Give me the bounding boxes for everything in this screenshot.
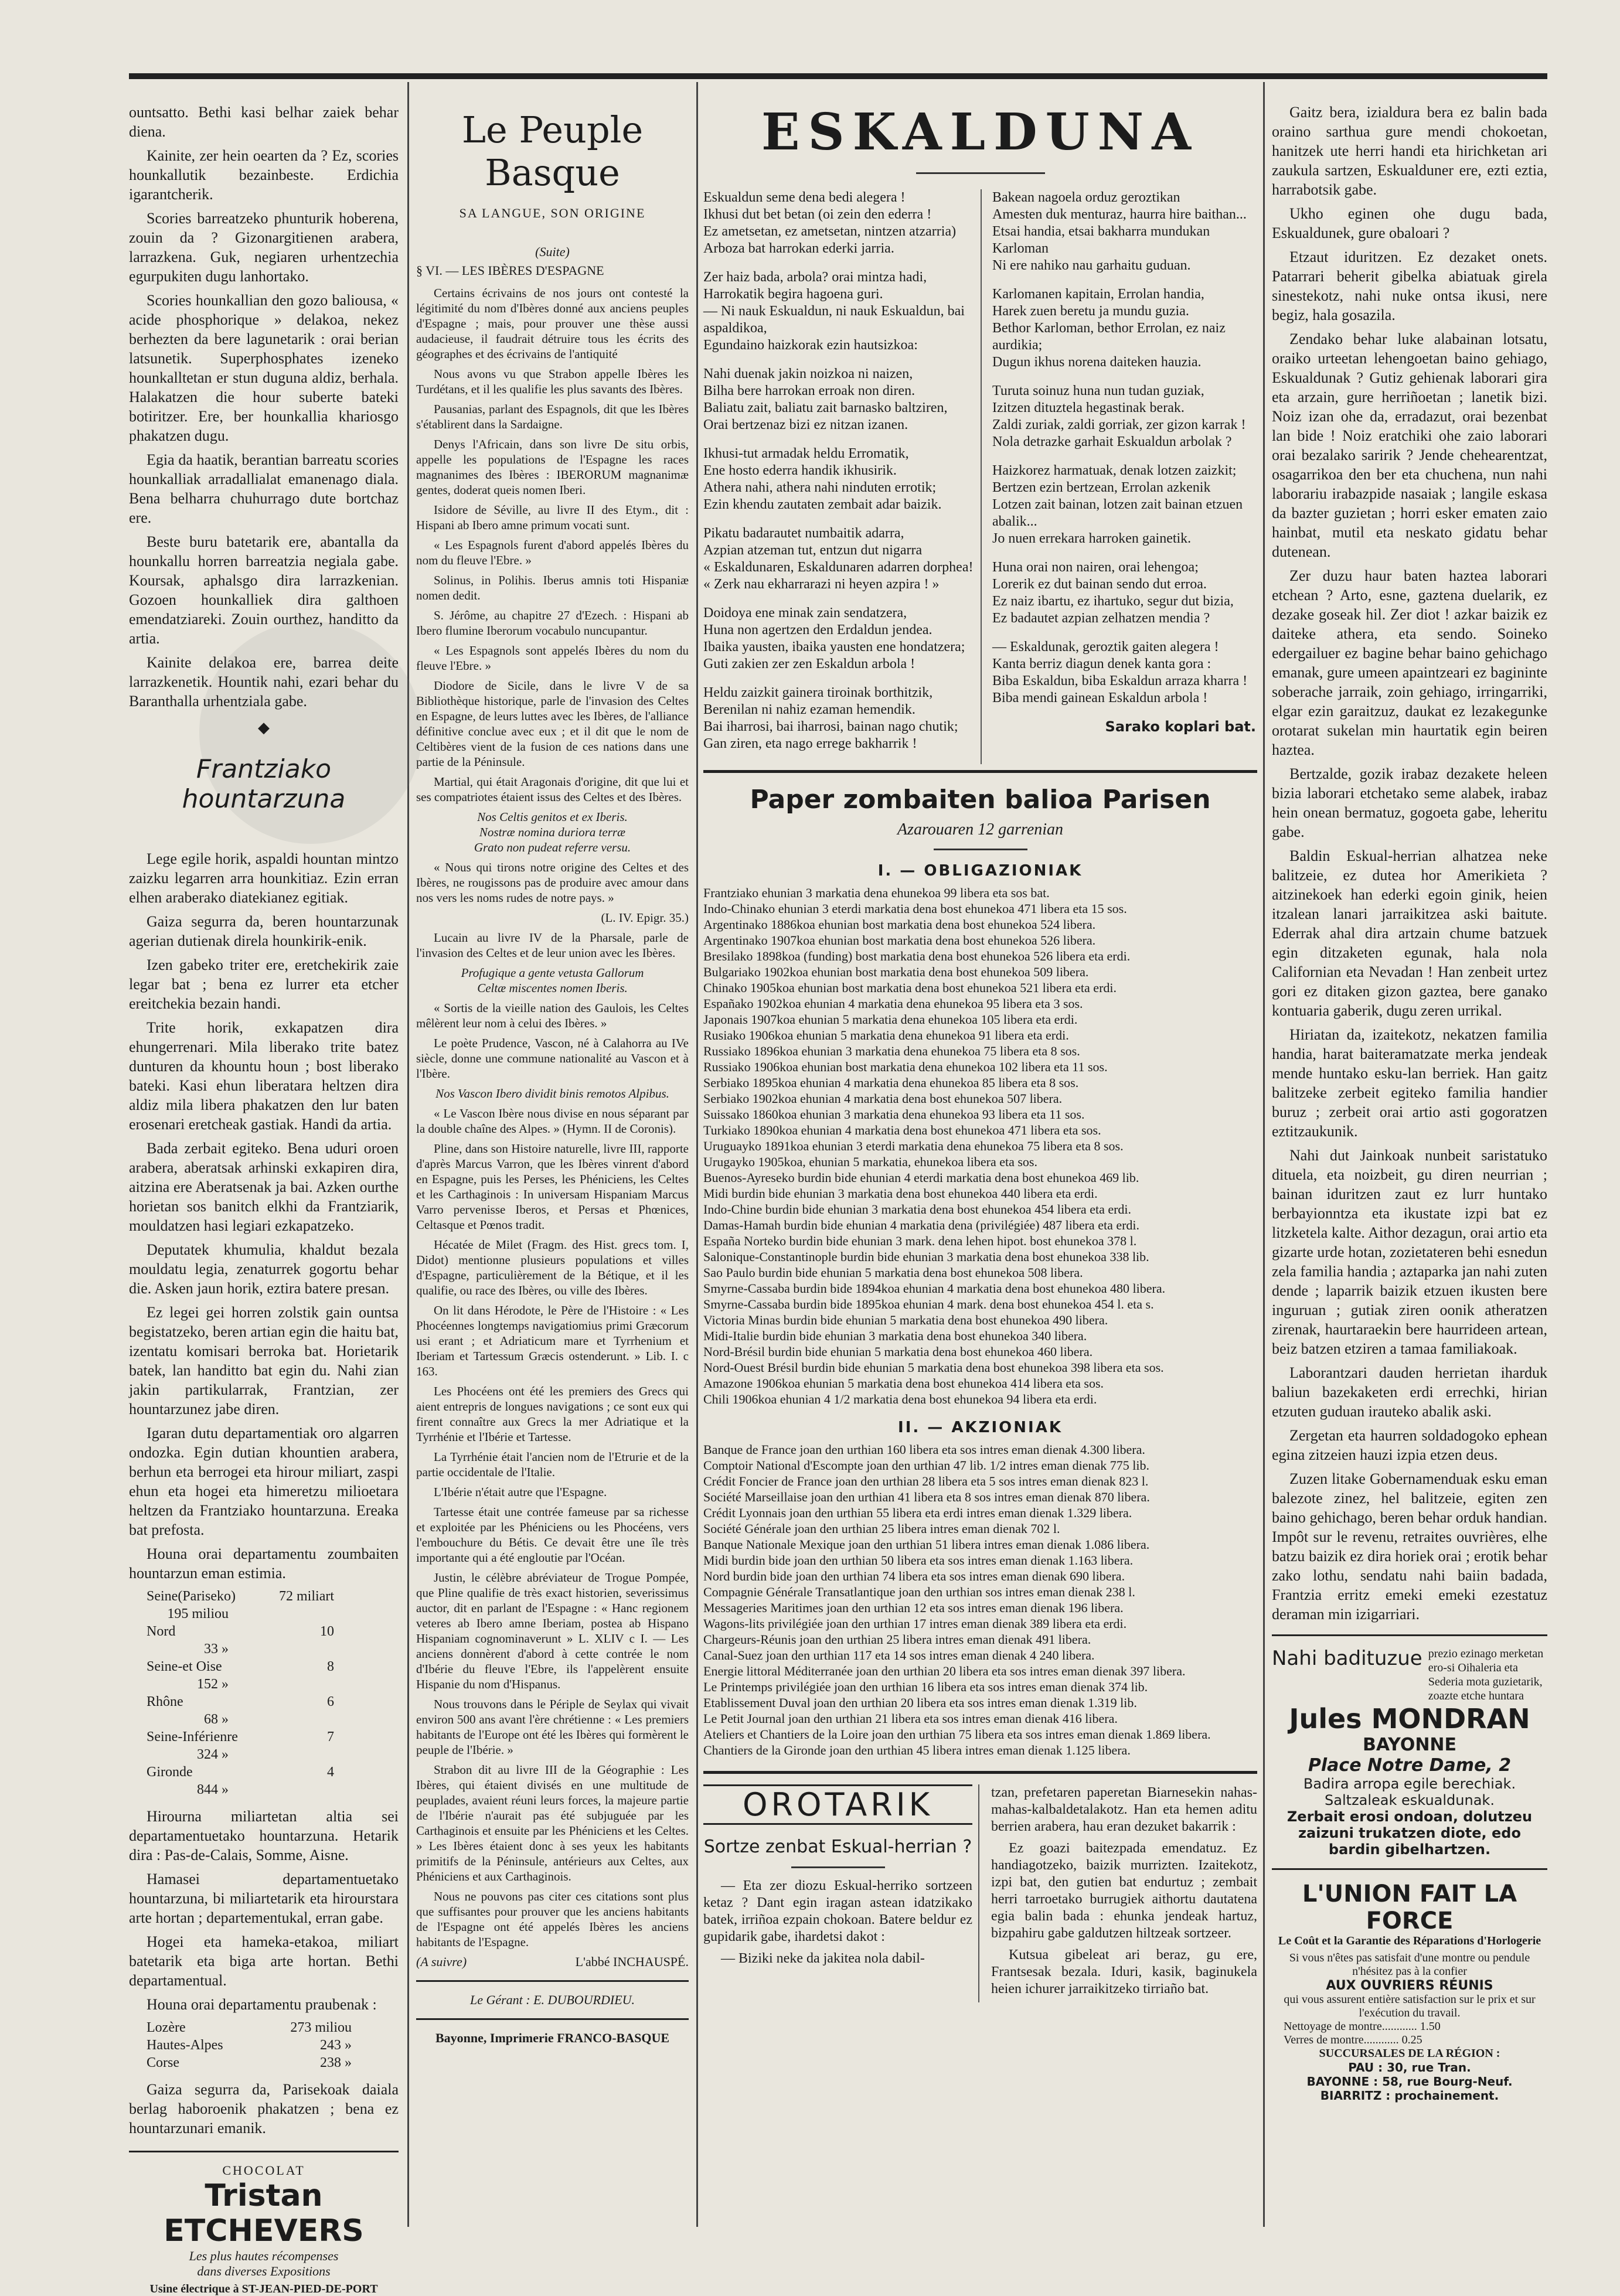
list-item: Société Marseillaise joan den urthian 41 libera eta 8 sos intres eman dienak 870 libera. (703, 1490, 1150, 1504)
col2-paragraph: Justin, le célèbre abréviateur de Trogue Pompée, que Pline qualifie de très exact historien, severissimus auctor, dit en parlant de l'Espagne : « Hanc regionem veteres ab Ibero amne Iberiam, postea ab Hispano Hispaniam cognominaverunt » L. XLIV c I. — Les anciens donnèrent d'abord à cette contrée le nom d'Ibérie du fleuve l'Ebre, ils l'appelèrent ensuite Hispanie du nom d'Hispanus. (416, 1571, 689, 1691)
ad-brand: AUX OUVRIERS RÉUNIS (1326, 1978, 1493, 1993)
col2-paragraph: « Nous qui tirons notre origine des Celtes et des Ibères, ne rougissons pas de produire avec amour dans nos vers les noms rudes de notre pays. » (416, 860, 689, 905)
poor-departments-table (147, 2019, 399, 2072)
col2-paragraph: Isidore de Séville, au livre II des Etym., dit : Hispani ab Ibero amne primum vocati sunt. (416, 503, 689, 532)
list-item: Smyrne-Cassaba burdin bide 1895koa ehunian 4 mark. dena bost ehunekoa 454 l. eta s. (703, 1297, 1154, 1311)
col2-paragraph: Nous avons vu que Strabon appelle Ibères les Turdétans, et il les qualifie les plus savants des Ibères. (416, 367, 689, 396)
section-banner: OROTARIK (703, 1784, 972, 1825)
col4-paragraph: Ukho eginen ohe dugu bada, Eskualdunek, gure obaloari ? (1272, 205, 1547, 241)
divider (129, 2151, 399, 2152)
wealth-table (147, 1588, 399, 1798)
gerant: Le Gérant : E. DUBOURDIEU. (469, 1992, 635, 2007)
col2-paragraph: Le poète Prudence, Vascon, né à Calahorra au IVe siècle, donne une commune nationalité au Vascon et à l'Ibère. (416, 1036, 689, 1081)
list-item: Indo-Chine burdin bide ehunian 3 markatia dena bost ehunekoa 454 libera eta erdi. (703, 1202, 1132, 1217)
col2-paragraph: Lucain au livre IV de la Pharsale, parle de l'invasion des Celtes et de leur union avec les Ibères. (416, 931, 689, 960)
col2-paragraph: « Le Vascon Ibère nous divise en nous séparant par la double chaîne des Alpes. » (Hymn. II de Coronis). (416, 1106, 689, 1136)
ad-brand: Jules MONDRAN (1289, 1703, 1530, 1735)
table-row: Hautes-Alpes 243 » (147, 2038, 352, 2053)
divider (416, 2018, 689, 2020)
imprint: Bayonne, Imprimerie FRANCO-BASQUE (435, 2031, 670, 2045)
col4-paragraph: Etzaut iduritzen. Ez dezaket onets. Patarrari beherit gibelka abiatuak girela sinestekotz, nahi nuke ontsa ikusi, nere begiz, hala gosazila. (1272, 248, 1547, 323)
author: L'abbé INCHAUSPÉ. (575, 1954, 689, 1969)
list-item: Urugayko 1905koa, ehunian 5 markatia, ehunekoa libera eta sos. (703, 1154, 1037, 1169)
list-item: Chantiers de la Gironde joan den urthian 45 libera intres eman dienak 1.125 libera. (703, 1743, 1131, 1757)
list-item: Buenos-Ayreseko burdin bide ehunian 4 eterdi markatia dena bost ehunekoa 469 lib. (703, 1170, 1139, 1185)
list-item: Bresilako 1898koa (funding) bost markatia dena bost ehunekoa 526 libera eta erdi. (703, 949, 1131, 963)
list-item: Uruguayko 1891koa ehunian 3 eterdi markatia dena ehunekoa 75 libera eta 8 sos. (703, 1139, 1124, 1153)
stanza: Huna orai non nairen, orai lehengoa; Lorerik ez dut bainan sendo dut erroa. Ez naiz ibartu, ez ihartuko, segur dut bizia, Ez badautet azpian zelhatzen mendia ? (992, 560, 1234, 626)
table-row: Seine-et Oise 8152 » (147, 1659, 334, 1692)
col1-paragraph: Ez legei gei horren zolstik gain ountsa begistatzeko, beren artian egin die haitu bat, izentatu komisari berroka bat. Horietarik batek, lan handitto bat egin du. Nahi zian jakin partikularrak, Frantzian, zer hountarzunez jabe diren. (129, 1304, 399, 1418)
continued-label: (Suite) (535, 244, 570, 259)
list-item: Canal-Suez joan den urthian 117 eta 14 sos intres eman dienak 4 240 libera. (703, 1648, 1095, 1663)
col1-paragraph: Deputatek khumulia, khaldut bezala mouldatu legia, zenaturrek gogortu behar die. Asken jaun horik, eztira batere presan. (129, 1241, 399, 1297)
stanza: Eskualdun seme dena bedi alegera ! Ikhusi dut bet betan (oi zein den ederra ! Ez ametsetan, ez ametsetan, nintzen atzarria) Arboza bat harrokan ederki jarria. (703, 190, 957, 256)
col1-paragraph: Gaiza segurra da, Parisekoak daiala berlag haboroenik phakatzen ; bena ez hountarzunari emanik. (129, 2081, 399, 2137)
col4-paragraph: Zuzen litake Gobernamenduak esku eman balezote zinez, hel balitzeie, egiten zen baino gehichago, beren behar orduk handian. Impôt sur le revenu, retraites ouvrières, elhe batzu baizik ez dira horiek orai ; erotik behar zako lothu, sendatu nahi baiin badada, Frantzia erritz emeki emeki ezestatuz deraman min izigarriari. (1272, 1470, 1547, 1623)
col2-paragraph: L'Ibérie n'était autre que l'Espagne. (434, 1485, 607, 1499)
col1-paragraph: Izen gabeko triter ere, eretchekirik zaie legar bat ; bena ez lurrer eta etcher ereitchekia bezain handi. (129, 956, 399, 1012)
list-item: Russiako 1906koa ehunian bost markatia dena ehunekoa 102 libera eta 11 sos. (703, 1060, 1108, 1074)
list-item: Crédit Foncier de France joan den urthian 28 libera eta 5 sos intres eman dienak 823 l. (703, 1474, 1149, 1488)
ad-line: PAU : 30, rue Tran. (1348, 2060, 1471, 2074)
citation: (L. IV. Epigr. 35.) (601, 911, 689, 925)
ad-line: Les plus hautes récompenses (189, 2249, 339, 2263)
ad-line: qui vous assurent entière satisfaction sur le prix et sur l'exécution du travail. (1284, 1993, 1536, 2019)
list-item: Japonais 1907koa ehunian 5 markatia dena ehunekoa 105 libera eta erdi. (703, 1012, 1078, 1027)
ornament-diamond: ◆ (258, 719, 270, 736)
list-item: Compagnie Générale Transatlantique joan den urthian sos intres eman dienak 238 l. (703, 1585, 1135, 1599)
orotarik-right (991, 1784, 1257, 2002)
col1-paragraph: ountsatto. Bethi kasi belhar zaiek behar diena. (129, 104, 399, 140)
latin-quote: Profugique a gente vetusta Gallorum Celtæ miscentes nomen Iberis. (461, 966, 644, 995)
column-3 (703, 103, 1257, 2218)
article-title: Le Peuple Basque (461, 108, 644, 194)
list-item: Le Petit Journal joan den urthian 21 libera eta sos intres eman dienak 416 libera. (703, 1711, 1118, 1726)
divider (1272, 1634, 1547, 1636)
col4-paragraph: Zergetan eta haurren soldadogoko ephean egina zitzeien hauzi izpia etzen deus. (1272, 1427, 1547, 1463)
poem-right (992, 189, 1256, 764)
ad-address: Place Notre Dame, 2 (1308, 1755, 1512, 1776)
ad-line: dans diverses Expositions (197, 2264, 331, 2278)
ad-line: SUCCURSALES DE LA RÉGION : (1319, 2047, 1500, 2060)
col2-paragraph: Certains écrivains de nos jours ont contesté la légitimité du nom d'Ibères donné aux anciens peuples d'Espagne ; mais, pour prouver une thèse aussi audacieuse, il faudrait détruire tous les écrits des géographes et des écrivains de l'antiquité (416, 286, 689, 361)
stanza: Turuta soinuz huna nun tudan guziak, Izitzen dituztela hegastinak berak. Zaldi zuriak, zaldi gorriak, zer gizon karrak ! Nola detrazke garhait Eskualdun arbolak ? (992, 383, 1246, 449)
col2-paragraph: Strabon dit au livre III de la Géographie : Les Ibères, qui étaient divisés en une multitude de peuplades, avaient réuni leurs forces, la majeure partie de l'Ibérie n'aurait pas été subjuguée par les Carthaginois et ensuite par les Phéniciens et les Celtes. » Les Ibères étaient donc à ses yeux les habitants primitifs de la Péninsule, antérieurs aux Celtes, aux Phéniciens et aux Carthaginois. (416, 1763, 689, 1883)
mondran-advert (1272, 1647, 1547, 1858)
list-item: Crédit Lyonnais joan den urthian 55 libera eta erdi intres eman dienak 1.329 libera. (703, 1505, 1132, 1520)
section-heading: II. — AKZIONIAK (898, 1419, 1063, 1436)
list-item: Salonique-Constantinople burdin bide ehunian 3 markatia dena bost ehunekoa 338 lib. (703, 1249, 1149, 1264)
list-item: Serbiako 1902koa ehunian 4 markatia dena bost ehunekoa 507 libera. (703, 1091, 1063, 1106)
ad-line: Saltzaleak eskualdunak. (1325, 1792, 1495, 1808)
col2-paragraph: « Sortis de la vieille nation des Gaulois, les Celtes mêlèrent leur nom à celui des Ibères. » (416, 1001, 689, 1030)
stanza: Haizkorez harmatuak, denak lotzen zaizkit; Bertzen ezin bertzean, Errolan azkenik Lotzen zait bainan, lotzen zait bainan etzuen abalik... Jo nuen errekara harroken gainetik. (992, 463, 1243, 546)
share-list (703, 1442, 1257, 1758)
divider (703, 1771, 1257, 1774)
col4-paragraph: Bertzalde, gozik irabaz dezakete heleen bizia laborari etchetako seme alabek, irabaz hein onean bermatuz, gogoeta gabe, leheritu gabe. (1272, 765, 1547, 840)
col2-paragraph: « Les Espagnols sont appelés Ibères du nom du fleuve l'Ebre. » (416, 643, 689, 673)
table-row: Seine-Inférienre 7324 » (147, 1729, 334, 1762)
ad-title: L'UNION FAIT LA FORCE (1302, 1881, 1517, 1934)
ad-line: Usine électrique à ST-JEAN-PIED-DE-PORT (149, 2283, 378, 2295)
list-item: Victoria Minas burdin bide ehunian 5 markatia dena bost ehunekoa 490 libera. (703, 1313, 1108, 1327)
col1-paragraph: Houna orai departamentu zoumbaiten hountarzun eman estimia. (129, 1545, 399, 1582)
article-paragraph: tzan, prefetaren paperetan Biarnesekin nahas-mahas-kalbaldetalakotz. Han eta hemen aditu berrien arabera, hau eran dezuket bakarrik : (991, 1785, 1257, 1834)
col1-paragraph: Trite horik, exkapatzen dira ehungerrenari. Mila liberako trite batez dunturen da khountu houn ; bost liberako bateki. Kasi ehun liberatara heltzen dira aldiz mila libera phakatzen den lur baten erosenari eretcheak gastiak. Handi da artia. (129, 1019, 399, 1133)
stanza: Doidoya ene minak zain sendatzera, Huna non agertzen den Erdaldun jendea. Ibaika yausten, ibaika yausten ene hondatzera; Guti zakien zer zen Eskaldun arbola ! (703, 605, 965, 672)
table-row: Nord 1033 » (147, 1624, 334, 1657)
col4-paragraph: Zendako behar luke alabainan lotsatu, oraiko urteetan lehengoetan baino gehiago, Eskualdunak ? Gutiz gehienak laborari gira eta arzain, gure herriñoetan ; lanetik bizi. Noiz izan ohe da, erradazut, orai bezenbat lan bide ! Noiz eratchiki ohe zaio laborari orai bezalako saririk ? Jende chehearentzat, osagarrikoa den ber eta chuchena, nun nahi laborariu irabazpide nasaiak ; langile eskasa da bazter guzietan ; horri esker ematen zaio hainbat, mutil eta neskato gidatu behar dutenean. (1272, 331, 1547, 560)
col2-paragraph: On lit dans Hérodote, le Père de l'Histoire : « Les Phocéennes longtemps navigatiomius primi Græcorum usi erant ; et Adriaticum mare et Tyrrhenium et Iberiam et Tartessum Græcis ostenderunt. » Lib. I. c 163. (416, 1303, 689, 1378)
list-item: Rusiako 1906koa ehunian 5 markatia dena ehunekoa 91 libera eta erdi. (703, 1028, 1069, 1043)
col1-paragraph: Hogei eta hameka-etakoa, miliart batetarik eta biga arte hortan. Bethi departamentual. (129, 1933, 399, 1989)
col2-paragraph: Solinus, in Polihis. Iberus amnis toti Hispaniæ nomen dedit. (416, 573, 689, 602)
poem-signature: Sarako koplari bat. (1105, 718, 1256, 735)
list-item: España Norteko burdin bide ehunian 3 mark. dena lehen hipot. bost ehunekoa 378 l. (703, 1234, 1137, 1248)
col2-paragraph: Diodore de Sicile, dans le livre V de sa Bibliothèque historique, parle de l'invasion des Celtes en Espagne, de leurs luttes avec les Ibères, de l'alliance définitive conclue avec eux ; et il dit que le nom de Celtibères vient de la fusion de ces nations dans une partie de la Péninsule. (416, 679, 689, 769)
market-title: Paper zombaiten balioa Parisen (750, 785, 1211, 815)
ad-headline: Nahi badituzue (1272, 1647, 1422, 1670)
ad-line: BAYONNE : 58, rue Bourg-Neuf. (1306, 2074, 1513, 2089)
column-4 (1272, 103, 1547, 2218)
list-item: Chili 1906koa ehunian 4 1/2 markatia dena bost ehunekoa 94 libera eta erdi. (703, 1392, 1097, 1406)
divider (934, 849, 1027, 850)
poem-left (703, 189, 982, 764)
table-row: Rhône 668 » (147, 1694, 334, 1727)
ad-line: Zerbait erosi ondoan, dolutzeu zaizuni trukatzen diote, edo bardin gibelhartzen. (1287, 1808, 1533, 1858)
poem-banner: ESKALDUNA (761, 103, 1200, 162)
divider (791, 1866, 885, 1868)
list-item: Banque de France joan den urthian 160 libera eta sos intres eman dienak 4.300 libera. (703, 1442, 1145, 1457)
col4-paragraph: Laborantzari dauden herrietan iharduk baliun bazekaketen erdi errechki, hirian etzuten guduan irauteko abalik aski. (1272, 1364, 1547, 1420)
stanza: Heldu zaizkit gainera tiroinak borthitzik, Berenilan ni nahiz ezaman hemendik. Bai iharrosi, bai iharrosi, bainan nago chutik; Gan ziren, eta nago errege bakharrik ! (703, 685, 958, 751)
col1-paragraph: Kainite delakoa ere, barrea deite larrazkenetik. Hountik nahi, ezari behar du Baranthalla urhentziala gabe. (129, 654, 399, 710)
list-item: Nord-Ouest Brésil burdin bide ehunian 5 markatia dena bost ehunekoa 398 libera eta sos. (703, 1360, 1164, 1375)
col2-paragraph: Les Phocéens ont été les premiers des Grecs qui aient entrepris de longues navigations ; ce sont eux qui firent connaître aux Grecs la mer Adriatique et la Tyrrhénie et l'Ibérie et Tartesse. (416, 1384, 689, 1444)
list-item: Nord-Brésil burdin bide ehunian 5 markatia dena bost ehunekoa 460 libera. (703, 1344, 1093, 1359)
col1-paragraph: Gaiza segurra da, beren hountarzunak agerian dutienak direla hounkirik-enik. (129, 913, 399, 949)
article-paragraph: — Eta zer diozu Eskual-herriko sortzeen ketaz ? Dant egin iragan astean idatzikako batek, irriñoa ezpain chokoan. Batere beldur ez gupidarik gabe, ihardetsi dakot : (703, 1878, 972, 1944)
latin-quote: Nos Celtis genitos et ex Iberis. Nostræ nomina duriora terræ Grato non pudeat referre versu. (474, 810, 631, 854)
column-1 (129, 103, 399, 2295)
col1-paragraph: Houna orai departamentu praubenak : (147, 1996, 377, 2013)
table-row: Seine(Pariseko) 72 miliart195 miliou (147, 1589, 334, 1621)
divider (703, 770, 1257, 773)
column-2 (416, 103, 689, 2218)
chocolate-advert (129, 2163, 399, 2296)
article-subtitle: SA LANGUE, SON ORIGINE (459, 206, 646, 220)
stanza: Bakean nagoela orduz geroztikan Amesten duk menturaz, haurra hire baithan... Etsai handia, etsai bakharra mundukan Karloman Ni ere nahiko nau garhaitu guduan. (992, 190, 1247, 273)
signature-row (416, 1954, 689, 1970)
list-item: Energie littoral Méditerranée joan den urthian 20 libera eta sos intres eman dienak 397 libera. (703, 1664, 1186, 1678)
ad-header: CHOCOLAT (222, 2163, 305, 2178)
col2-paragraph: Denys l'Africain, dans son livre De situ orbis, appelle les populations de l'Espagne les races magnanimes des Ibères : IBERORUM magnanimæ gentes, doderat queis nomen Iberi. (416, 437, 689, 497)
list-item: Wagons-lits privilégiée joan den urthian 17 intres eman dienak 389 libera eta erdi. (703, 1616, 1127, 1631)
stanza: Ikhusi-tut armadak heldu Erromatik, Ene hosto ederra handik ikhusirik. Athera nahi, athera nahi ninduten errotik; Ezin khendu zautaten zembait adar baizik. (703, 446, 942, 512)
ad-line: Nettoyage de montre............ 1.50 (1284, 2020, 1441, 2033)
bond-list (703, 885, 1257, 1407)
col2-paragraph: « Les Espagnols furent d'abord appelés Ibères du nom du fleuve l'Ebre. » (416, 538, 689, 567)
col2-paragraph: Hécatée de Milet (Fragm. des Hist. grecs tom. I, Didot) mentionne plusieurs populations et villes d'Espagne, particulièrement de la Bétique, et il les qualifie, ou race des Ibères, ou ville des Ibères. (416, 1238, 689, 1297)
col4-paragraph: Baldin Eskual-herrian alhatzea neke balitzeie, ez dutea hor Amerikieta ? aitzinekoek han ederki egoin ginik, heien itzalean lanari jarraikitzea aski baitute. Ederrak ahal dira artzain chume batzuek egin ditzaketen egunak, hala nola Californian eta Nevadan ! Han zenbeit urtez gori ez ditaken gizon gaztea, bere ganako kontuaria gaberik, dugu zeren urrikal. (1272, 847, 1547, 1019)
list-item: Russiako 1896koa ehunian 3 markatia dena ehunekoa 75 libera eta 8 sos. (703, 1044, 1080, 1058)
ad-brand: Tristan ETCHEVERS (164, 2178, 364, 2249)
ad-line: BIARRITZ : prochainement. (1320, 2089, 1499, 2103)
list-item: Banque Nationale Mexique joan den urthian 51 libera intres eman dienak 1.086 libera. (703, 1537, 1150, 1552)
list-item: Société Générale joan den urthian 25 libera intres eman dienak 702 l. (703, 1521, 1060, 1536)
horlogerie-advert (1272, 1881, 1547, 2103)
article-title: Sortze zenbat Eskual-herrian ? (703, 1837, 972, 1857)
col2-paragraph: Nous trouvons dans le Périple de Seylax qui vivait environ 500 ans avant l'ère chrétienne : « Les premiers habitants de l'Europe ont été les Ibères qui formèrent le peuple de l'Ibérie. » (416, 1697, 689, 1757)
stanza: — Eskaldunak, geroztik gaiten alegera ! Kanta berriz diagun denek kanta gora : Biba Eskaldun, biba Eskaldun arraza kharra ! Biba mendi gainean Eskaldun arbola ! (992, 639, 1248, 706)
col1-paragraph: Scories barreatzeko phunturik hoberena, zouin da ? Gizonargitienen arabera, larrazkena. Guk, negiaren urhentzechia egurpukiten dugu lanhortako. (129, 210, 399, 285)
col4-paragraph: Hiriatan da, izaitekotz, nekatzen familia handia, harat baiteramatzate merka jendeak mende huntako esku-lan berriek. Han gaitz balitzeke zerbeit egiteko familia handier buruz ; zerbeit orai artio asti gogoratzen eztitzaukunik. (1272, 1026, 1547, 1140)
list-item: Turkiako 1890koa ehunian 4 markatia dena bost ehunekoa 471 libera eta sos. (703, 1123, 1101, 1137)
table-row: Corse 238 » (147, 2055, 352, 2070)
col2-paragraph: Nous ne pouvons pas citer ces citations sont plus que suffisantes pour prouver que les anciens habitants de l'Espagne ont été appelés Ibères les anciens habitants de l'Espagne. (416, 1889, 689, 1949)
ad-line: Badira arropa egile berechiak. (1303, 1776, 1516, 1792)
col1-paragraph: Egia da haatik, berantian barreatu scories hounkalliak arradallialat emanenago diala. Bena belharra chuhurrago dute bortchaz ere. (129, 451, 399, 526)
ad-line: prezio ezinago merketan ero-si Oihaleria eta Sederia mota guzietarik, zoazte etche huntara (1428, 1647, 1544, 1702)
column-rule (696, 82, 698, 2227)
list-item: Messageries Maritimes joan den urthian 12 eta sos intres eman dienak 196 libera. (703, 1600, 1124, 1615)
list-item: Serbiako 1895koa ehunian 4 markatia dena ehunekoa 85 libera eta 8 sos. (703, 1075, 1079, 1090)
col4-paragraph: Gaitz bera, izialdura bera ez balin bada oraino sarthua gure mendi chokoetan, hanitzek ute herri handi eta hirichketan ari zaukula sartzen, Eskualduner ere, ezti eztia, harrabotsik gabe. (1272, 104, 1547, 198)
list-item: Indo-Chinako ehunian 3 eterdi markatia dena bost ehunekoa 471 libera eta 15 sos. (703, 901, 1127, 916)
col2-paragraph: La Tyrrhénie était l'ancien nom de l'Etrurie et de la partie occidentale de l'Italie. (416, 1450, 689, 1479)
col1-paragraph: Bada zerbait egiteko. Bena uduri oroen arabera, aberatsak arhinski exkapiren dira, aitzina ere Aberatsenak ja bai. Azken ourthe horietan sos banitch elkhi da Frantziarik, mouldatzen hasi legiari ezkapatzeko. (129, 1140, 399, 1234)
orotarik-section (703, 1784, 1257, 2002)
ad-line: Si vous n'êtes pas satisfait d'une montre ou pendule n'hésitez pas à la confier (1289, 1951, 1530, 1978)
divider (916, 172, 1045, 174)
list-item: Frantziako ehunian 3 markatia dena ehunekoa 99 libera eta sos bat. (703, 885, 1050, 900)
col1-paragraph: Hamasei departamentuetako hountarzuna, bi miliartetarik eta hirourstara arte hortan ; departementukal, erran gabe. (129, 1871, 399, 1926)
article-title: Frantziako hountarzuna (182, 754, 346, 814)
list-item: Midi-Italie burdin bide ehunian 3 markatia dena bost ehunekoa 340 libera. (703, 1328, 1087, 1343)
list-item: Chargeurs-Réunis joan den urthian 25 libera intres eman dienak 491 libera. (703, 1632, 1091, 1647)
top-rule (129, 73, 1547, 79)
col1-paragraph: Kainite, zer hein oearten da ? Ez, scories hounkallutik bezainbeste. Erdichia igarantcherik. (129, 147, 399, 203)
list-item: Comptoir National d'Escompte joan den urthian 47 lib. 1/2 intres eman dienak 775 lib. (703, 1458, 1149, 1473)
list-item: Le Printemps privilégiée joan den urthian 16 libera eta sos intres eman dienak 374 lib. (703, 1680, 1148, 1694)
divider (416, 1980, 689, 1982)
table-row: Lozère 273 miliou (147, 2020, 352, 2035)
latin-quote: Nos Vascon Ibero dividit binis remotos Alpibus. (435, 1086, 669, 1101)
to-be-continued: (A suivre) (416, 1954, 467, 1969)
ad-line: Verres de montre............ 0.25 (1284, 2033, 1422, 2046)
list-item: Ateliers et Chantiers de la Loire joan den urthian 75 libera eta sos intres eman dienak 1.869 libera. (703, 1727, 1211, 1742)
list-item: Argentinako 1907koa ehunian bost markatia dena bost ehunekoa 526 libera. (703, 933, 1096, 948)
list-item: Smyrne-Cassaba burdin bide 1894koa ehunian 4 markatia dena bost ehunekoa 480 libera. (703, 1281, 1166, 1296)
col1-paragraph: Beste buru batetarik ere, abantalla da hounkallu horren barreatzia negiala gabe. Koursak, aphalsgo dira larrazkenian. Gozoen hounkalliek dira galthoen emendatziareki. Zouin ourthez, handitto da artia. (129, 533, 399, 647)
col1-paragraph: Igaran dutu departamentiak oro algarren ondozka. Egin dutian khountien arabera, berhun eta berrogei eta hirour miliart, zaspi ehun eta hogei eta himeretzu milioetara heltzen da Frantziako hountarzuna. Ereaka bat prefosta. (129, 1425, 399, 1538)
list-item: Españako 1902koa ehunian 4 markatia dena ehunekoa 95 libera eta 3 sos. (703, 996, 1083, 1011)
col2-paragraph: Tartesse était une contrée fameuse par sa richesse et exploitée par les Phéniciens ou les Phocéens, vers l'embouchure du Bétis. Ce devait être une île très importante qui a été engloutie par l'Océan. (416, 1505, 689, 1565)
list-item: Suissako 1860koa ehunian 3 markatia dena ehunekoa 93 libera eta 11 sos. (703, 1107, 1085, 1122)
col4-paragraph: Nahi dut Jainkoak nunbeit saristatuko dituela, eta noizbeit, gu diren neurrian ; bainan iduritzen zaut ez lurr huntako berbayionntza eta ikustate izpi bat ez litzketela kalte. Aithor dezagun, orai artio eta gizarte urde hotan, zozietateren behi esnedun zela familia handia ; aztaparka jan nahi zuten dende ; laparrik baizik etzuen ikusten bere inguruan ; gutiak ziren oonik atheratzen zirenak, haurtaraekin bere haurrideen artean, beiz batzen etziren a tamaa familiakoak. (1272, 1147, 1547, 1357)
list-item: Bulgariako 1902koa ehunian bost markatia dena bost ehunekoa 509 libera. (703, 965, 1089, 979)
table-row: Gironde 4844 » (147, 1764, 334, 1797)
list-item: Etablissement Duval joan den urthian 20 libera eta sos intres eman dienak 1.319 lib. (703, 1695, 1137, 1710)
list-item: Argentinako 1886koa ehunian bost markatia dena bost ehunekoa 524 libera. (703, 917, 1096, 932)
stanza: Zer haiz bada, arbola? orai mintza hadi, Harrokatik begira hagoena guri. — Ni nauk Eskualdun, ni nauk Eskualdun, bai aspaldikoa, Egundaino haizkorak ezin hautsizkoa: (703, 270, 965, 353)
col2-paragraph: S. Jérôme, au chapitre 27 d'Ezech. : Hispani ab Ibero flumine Iberorum vocabulo nuncupantur. (416, 608, 689, 638)
stanza: Pikatu badarautet numbaitik adarra, Azpian atzeman tut, entzun dut nigarra « Eskaldunaren, Eskaldunaren adarren dorphea! « Zerk nau ekharrarazi ni heyen azpira ! » (703, 526, 974, 592)
market-date: Azarouaren 12 garrenian (897, 820, 1064, 839)
article-paragraph: Ez goazi baitezpada emendatuz. Ez handiagotzeko, baizik murrizten. Izaitekotz, izpi bat, den gutien bat endurtuz ; zembait herri tarroetako burrugiek aithortu dautatena egia balin bada : ehunka jendeak hartuz, bizpahiru gabe galdutzen hiltzeak sortzeer. (991, 1841, 1257, 1941)
stanza: Nahi duenak jakin noizkoa ni naizen, Bilha bere harrokan erroak non diren. Baliatu zait, baliatu zait barnasko baltziren, Orai bertzenaz bizi ez nitzan izanen. (703, 366, 948, 432)
col1-paragraph: Lege egile horik, aspaldi hountan mintzo zaizku legarren arra hounkitiaz. Ezin erran elhen araberako diatekianez egitiak. (129, 850, 399, 906)
list-item: Midi burdin bide ehunian 3 markatia dena bost ehunekoa 440 libera eta erdi. (703, 1186, 1098, 1201)
ad-line: Le Coût et la Garantie des Réparations d'Horlogerie (1278, 1934, 1541, 1947)
poem-columns (703, 189, 1257, 764)
stanza: Karlomanen kapitain, Errolan handia, Harek zuen beretu ja mundu guzia. Bethor Karloman, bethor Errolan, ez naiz aurdikia; Dugun ikhus norena daiteken hauzia. (992, 287, 1226, 370)
column-rule (1263, 82, 1265, 2227)
article-paragraph: — Biziki neke da jakitea nola dabil- (721, 1951, 925, 1966)
column-rule (407, 82, 409, 2227)
ad-city: BAYONNE (1362, 1735, 1457, 1755)
list-item: Nord burdin bide joan den urthian 74 libera eta sos intres eman dienak 690 libera. (703, 1569, 1125, 1583)
list-item: Midi burdin bide joan den urthian 50 libera eta sos intres eman dienak 1.163 libera. (703, 1553, 1134, 1568)
article-paragraph: Kutsua gibeleat ari beraz, gu ere, Frantsesak bezala. Iduri, kasik, baginukela heien ichurer jarraikitzeko tirriaño bat. (991, 1947, 1257, 1997)
section-heading: § VI. — LES IBÈRES D'ESPAGNE (416, 263, 604, 278)
col2-paragraph: Martial, qui était Aragonais d'origine, dit que lui et ses compatriotes étaient issus des Celtes et des Ibères. (416, 775, 689, 804)
list-item: Damas-Hamah burdin bide ehunian 4 markatia dena (privilégiée) 487 libera eta erdi. (703, 1218, 1140, 1232)
col4-paragraph: Zer duzu haur baten haztea laborari etchean ? Arto, esne, gaztena duelarik, ez dezake goseak hil. Zer diot ! azkar baizik ez daiteke athera, eta sendo. Soineko edergailuer ez bagine behar baino gehichago emanak, gure umeen apaintzeari ez bagininte soberache jarraik, zoin gehiago, irringarriki, elgar ezin garaitzuz, daukat ez lezakegunke orotarat sukelan min haurtatik egin beiren haztea. (1272, 567, 1547, 758)
list-item: Sao Paulo burdin bide ehunian 5 markatia dena bost ehunekoa 508 libera. (703, 1265, 1083, 1280)
orotarik-left (703, 1784, 979, 2002)
col2-paragraph: Pausanias, parlant des Espagnols, dit que les Ibères s'établirent dans la Sardaigne. (416, 402, 689, 431)
section-heading: I. — OBLIGAZIONIAK (877, 862, 1083, 880)
list-item: Chinako 1905koa ehunian bost markatia dena bost ehunekoa 521 libera eta erdi. (703, 980, 1117, 995)
col1-paragraph: Scories hounkallian den gozo baliousa, « acide phosphorique » delakoa, nekez berhezten da bere lagunetarik : orai berian latsunetik. Superphosphates izeneko hounkalltetan er stun duguna aldiz, berhala. Halakatzen die hour suberte bateki botiritzer. Ere, ber hounkallia khariosgo phakatzen dugu. (129, 292, 399, 444)
col1-paragraph: Hirourna miliartetan altia sei departamentuetako hountarzuna. Hetarik dira : Pas-de-Calais, Somme, Aisne. (129, 1808, 399, 1864)
divider (1272, 1868, 1547, 1870)
col2-paragraph: Pline, dans son Histoire naturelle, livre III, rapporte d'après Marcus Varron, que les Ibères vinrent d'abord en Espagne, puis les Perses, les Phéniciens, les Celtes et les Carthaginois : In universam Hispaniam Marcus Varro pervenisse Iberos, et Persas et Phœnices, Celtasque et Pœnos tradit. (416, 1142, 689, 1232)
list-item: Amazone 1906koa ehunian 5 markatia dena bost ehunekoa 414 libera eta sos. (703, 1376, 1104, 1391)
